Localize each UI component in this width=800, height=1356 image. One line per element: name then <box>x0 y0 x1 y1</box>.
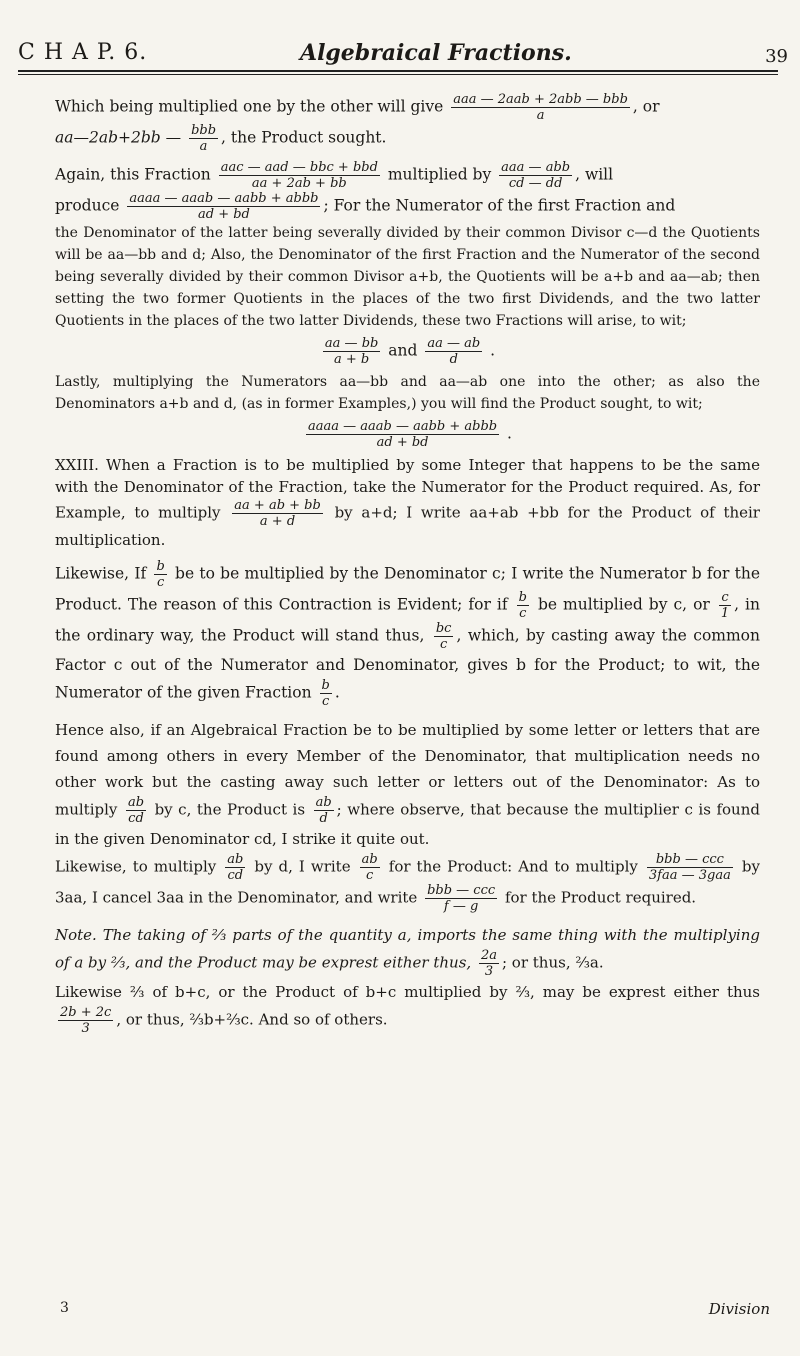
line-4: produce $\frac{\text{aaaa — aaab — aabb + abbb}}{ad + bd}$ ; For the Numerator of the first Fraction and <box>55 191 676 222</box>
paragraph-likewise: Likewise, If $\frac{b}{c}$ be to be multiplied by the Denominator c; I write the Numerator b for the Product. The reason of this Contraction is Evident; for if $\frac{b}{c}$ be multiplied by c, or $\frac{c}{1}$ , in the ordinary way, the Product will stand thus, $\frac{bc}{c}$ , which, by casting away the common Factor c out of the Numerator and Denominator, gives b for the Product; to wit, the Numerator of the given Fraction $\frac{b}{c}$ . <box>55 559 761 709</box>
chapter-title: Algebraical Fractions. <box>300 40 572 66</box>
catchword: Division <box>708 1300 770 1318</box>
header-rule-thin <box>18 74 778 75</box>
note-paragraph-2: Likewise ⅔ of b+c, or the Product of b+c multiplied by ⅔, may be exprest either thus $\frac{2b + 2c}{3}$ , or thus, ⅔b+⅔c. And so of others. <box>55 983 760 1036</box>
fraction: $\frac{\text{bbb}}{a}$ <box>191 123 217 154</box>
page-number: 39 <box>765 46 788 67</box>
paragraph-hence: Hence also, if an Algebraical Fraction be to be multiplied by some letter or letters that are found among others in every Member of the Denominator, that multiplication needs no other work but the casting away such letter or letters out of the Denominator: As to multiply $\frac{ab}{cd}$ by c, the Product is $\frac{ab}{d}$ ; where observe, that because the multiplier c is found in the given Denominator cd, I strike it quite out. <box>55 721 760 848</box>
paragraph-likewise-2: Likewise, to multiply $\frac{ab}{cd}$ by d, I write $\frac{ab}{c}$ for the Product: And to multiply $\frac{\text{bbb — ccc}}{\text{3faa — 3gaa}}$ by 3aa, I cancel 3aa in the Denominator, and write $\frac{\text{bbb — ccc}}{f — g}$ for the Product required. <box>55 852 760 914</box>
line-1: Which being multiplied one by the other will give $\frac{\text{aaa — 2aab + 2abb — bbb}}{a}$ , or <box>55 92 660 123</box>
paragraph-xxiii: XXIII. When a Fraction is to be multiplied by some Integer that happens to be the same with the Denominator of the Fraction, take the Numerator for the Product required. As, for Example, to multiply $\frac{aa + ab + bb}{a + d}$ by a+d; I write aa+ab +bb for the Product of their multiplication. <box>55 456 760 549</box>
fractions-pair: $\frac{aa — bb}{a + b}$ and $\frac{aa — ab}{d}$ . <box>324 336 496 367</box>
page-body <box>55 92 760 1036</box>
fraction: $\frac{\text{aaa — 2aab + 2abb — bbb}}{a}$ <box>453 92 628 123</box>
note-paragraph: Note. The taking of ⅔ parts of the quantity a, imports the same thing with the multiplying of a by ⅔, and the Product may be exprest either thus, $\frac{2a}{3}$ ; or thus, ⅔a. <box>55 926 760 979</box>
paragraph-divisors: the Denominator of the latter being severally divided by their common Divisor c—d the Quotients will be aa—bb and d; Also, the Denominator of the first Fraction and the Numerator of the second being severally divided by their common Divisor a+b, the Quotients will be a+b and aa—ab; then setting the two former Quotients in the places of the two first Dividends, and the two latter Quotients in the places of the two latter Dividends, these two Fractions will arise, to wit; <box>55 225 760 329</box>
header-rule <box>18 70 778 72</box>
chapter-label: C H A P. 6. <box>18 40 148 65</box>
running-header <box>18 40 788 70</box>
fraction: $\frac{\text{aac — aad — bbc + bbd}}{aa + 2ab + bb}$ <box>220 160 378 191</box>
fraction: $\frac{\text{aaaa — aaab — aabb + abbb}}{ad + bd}$ <box>129 191 319 222</box>
line-2: aa—2ab+2bb — $\frac{\text{bbb}}{a}$ , the Product sought. <box>55 123 387 154</box>
signature-mark: 3 <box>60 1300 69 1316</box>
paragraph-lastly: Lastly, multiplying the Numerators aa—bb and aa—ab one into the other; as also the Denominators a+b and d, (as in former Examples,) you will find the Product sought, to wit; <box>55 374 760 412</box>
line-3: Again, this Fraction $\frac{\text{aac — aad — bbc + bbd}}{aa + 2ab + bb}$ multiplied by $\frac{\text{aaa — abb}}{cd — dd}$ , will <box>55 160 614 191</box>
product-fraction: $\frac{\text{aaaa — aaab — aabb + abbb}}{ad + bd}$ . <box>308 419 512 450</box>
fraction: $\frac{\text{aaa — abb}}{cd — dd}$ <box>501 160 571 191</box>
